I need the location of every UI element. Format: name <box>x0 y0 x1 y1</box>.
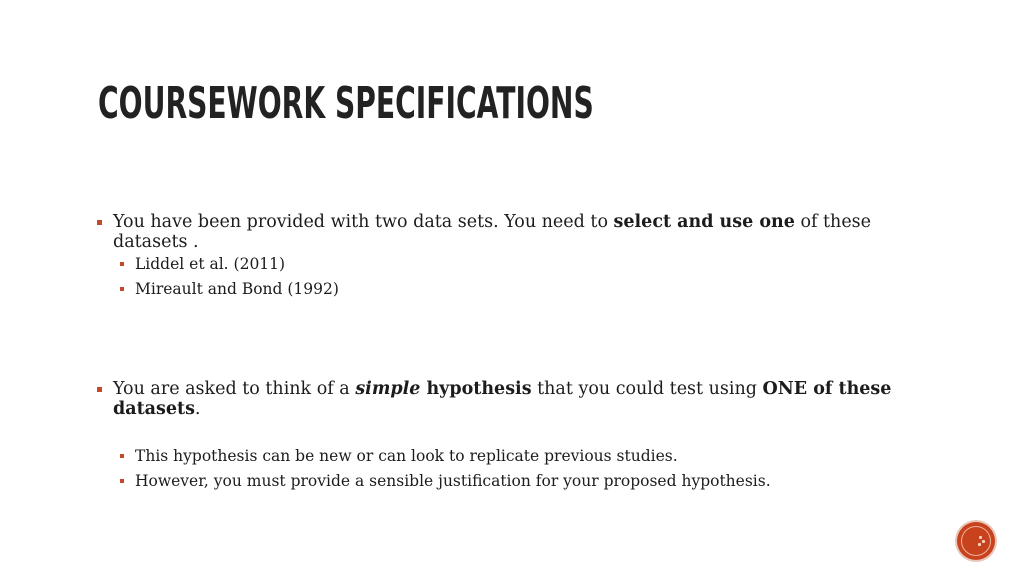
slide-navigation-button[interactable] <box>957 522 995 560</box>
bullet-item <box>97 212 927 252</box>
sub-bullet-text: This hypothesis can be new or can look to replicate previous studies. <box>135 447 678 465</box>
nav-dot <box>978 543 981 546</box>
bullet-square-icon <box>120 479 124 483</box>
slide-body <box>97 212 927 494</box>
slide-title: COURSEWORK SPECIFICATIONS <box>98 78 594 129</box>
bullet-text-middle: that you could test using <box>531 379 763 399</box>
bullet-text-intro: You are asked to think of a <box>113 379 356 399</box>
slide-navigation-icon <box>961 526 991 556</box>
bullet-square-icon <box>97 220 102 225</box>
bullet-text-outro: . <box>194 399 201 419</box>
bullet-text-outro: of these datasets . <box>113 212 872 252</box>
bullet-text-emphasis: hypothesis <box>420 379 532 399</box>
nav-dot <box>979 536 982 539</box>
sub-bullet-item <box>119 252 927 277</box>
nav-dot <box>982 540 985 543</box>
bullet-square-icon <box>120 287 124 291</box>
sub-bullet-text: Liddel et al. (2011) <box>135 255 286 273</box>
bullet-item <box>97 379 927 419</box>
bullet-text-emphasis-end: ONE of these datasets <box>113 379 892 419</box>
bullet-text-emphasis-italic: simple <box>355 379 421 399</box>
sub-bullet-item <box>119 277 927 302</box>
bullet-text-emphasis: select and use one <box>613 212 795 232</box>
sub-bullet-text: However, you must provide a sensible justification for your proposed hypothesis. <box>135 472 771 490</box>
bullet-square-icon <box>120 262 124 266</box>
bullet-square-icon <box>97 387 102 392</box>
bullet-square-icon <box>120 454 124 458</box>
sub-bullet-text: Mireault and Bond (1992) <box>135 280 339 298</box>
bullet-text-intro: You have been provided with two data sets. You need to <box>113 212 614 232</box>
sub-bullet-item <box>119 469 927 494</box>
sub-bullet-item <box>119 444 927 469</box>
